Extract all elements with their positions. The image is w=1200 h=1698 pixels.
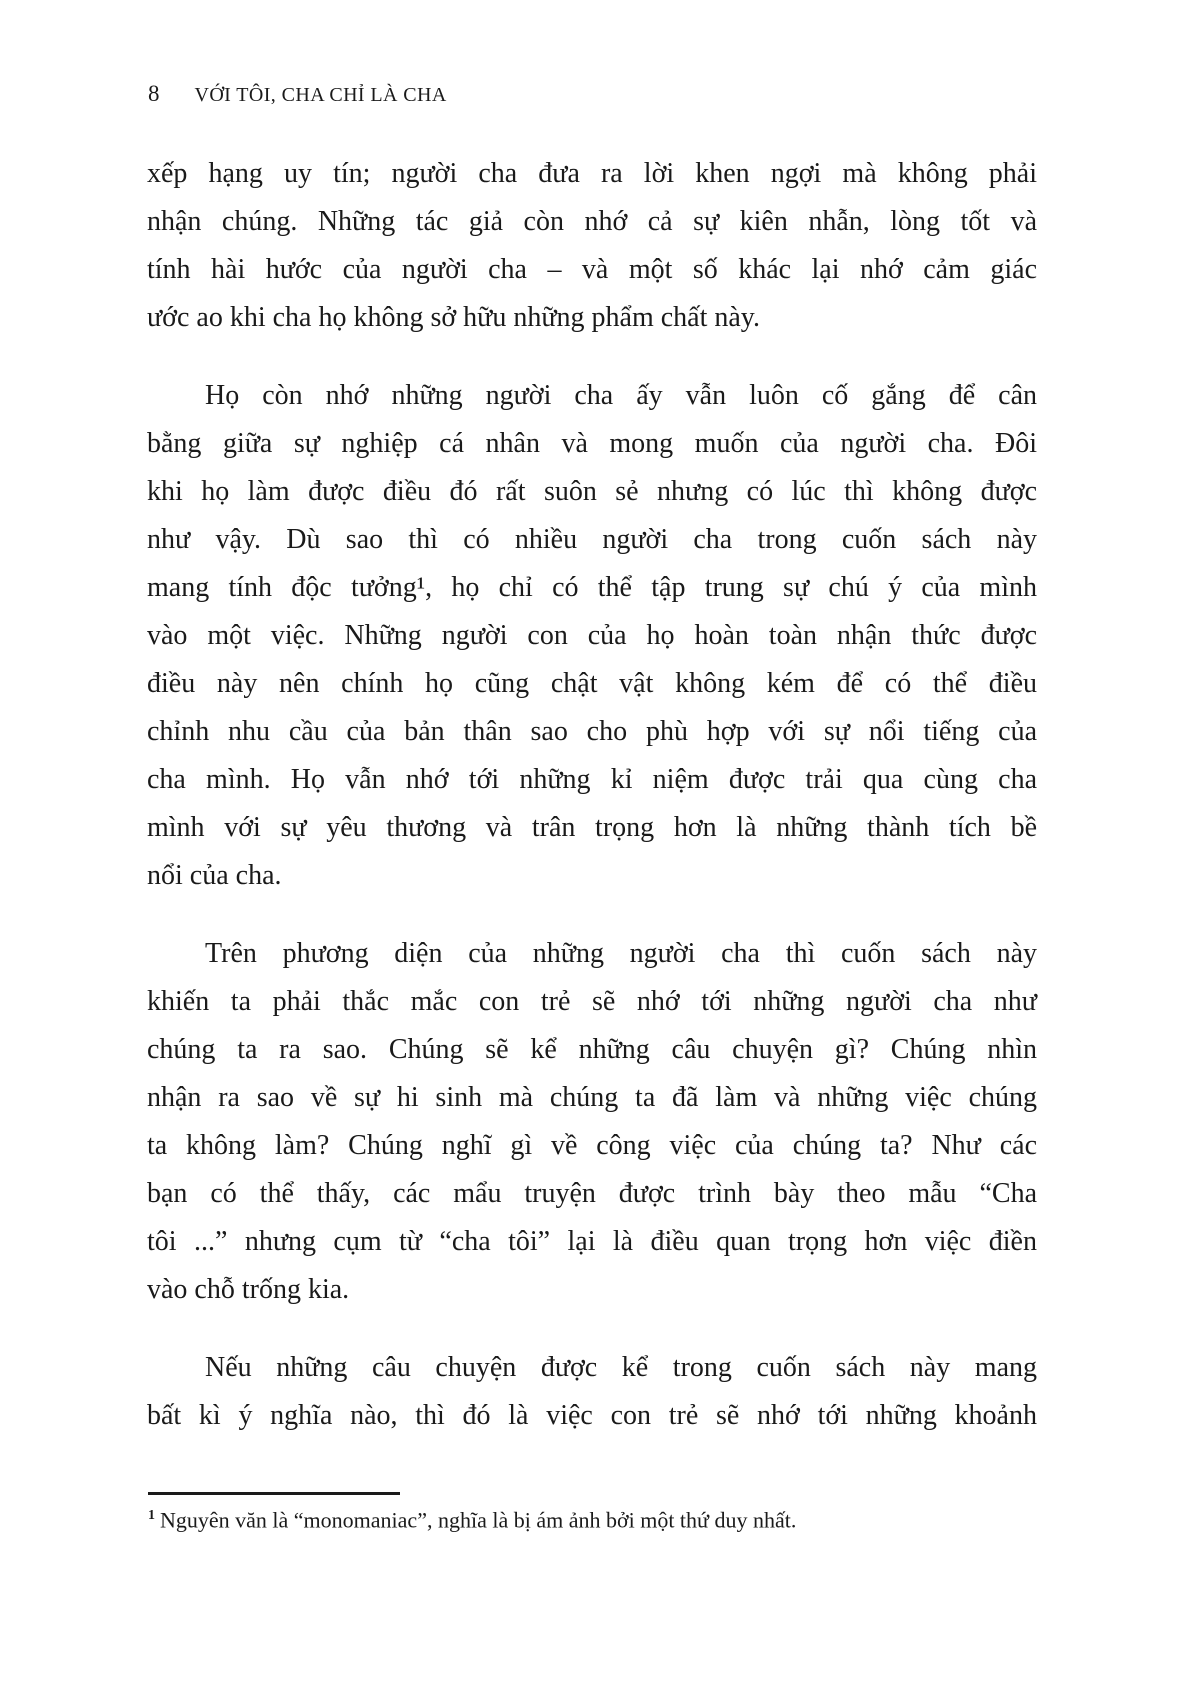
text-line: Trên phương diện của những người cha thì cuốn sách này bbox=[205, 938, 1037, 969]
paragraph bbox=[147, 930, 1037, 1314]
footnote-marker: 1 bbox=[148, 1508, 155, 1523]
text-line: Họ còn nhớ những người cha ấy vẫn luôn cố gắng để cân bbox=[205, 380, 1037, 411]
page-number: 8 bbox=[148, 81, 160, 106]
text-line: cha mình. Họ vẫn nhớ tới những kỉ niệm được trải qua cùng cha bbox=[147, 764, 1037, 795]
text-line: vào một việc. Những người con của họ hoàn toàn nhận thức được bbox=[147, 620, 1037, 651]
text-line: khi họ làm được điều đó rất suôn sẻ nhưng có lúc thì không được bbox=[147, 476, 1037, 507]
paragraph bbox=[147, 372, 1037, 900]
text-line: chỉnh nhu cầu của bản thân sao cho phù hợp với sự nổi tiếng của bbox=[147, 716, 1037, 747]
running-title: VỚI TÔI, CHA CHỈ LÀ CHA bbox=[194, 84, 447, 106]
text-line: ước ao khi cha họ không sở hữu những phẩm chất này. bbox=[147, 302, 760, 333]
page-header bbox=[148, 80, 447, 109]
text-line: khiến ta phải thắc mắc con trẻ sẽ nhớ tới những người cha như bbox=[147, 986, 1037, 1017]
footnote-body: Nguyên văn là “monomaniac”, nghĩa là bị ám ảnh bởi một thứ duy nhất. bbox=[160, 1507, 797, 1533]
text-line: tôi ...” nhưng cụm từ “cha tôi” lại là điều quan trọng hơn việc điền bbox=[147, 1226, 1037, 1257]
text-line: ta không làm? Chúng nghĩ gì về công việc của chúng ta? Như các bbox=[147, 1130, 1037, 1161]
paragraph bbox=[147, 150, 1037, 342]
footnote-rule bbox=[148, 1492, 400, 1495]
text-line: mình với sự yêu thương và trân trọng hơn là những thành tích bề bbox=[147, 812, 1037, 843]
text-line: tính hài hước của người cha – và một số khác lại nhớ cảm giác bbox=[147, 254, 1037, 285]
text-line: nhận chúng. Những tác giả còn nhớ cả sự kiên nhẫn, lòng tốt và bbox=[147, 206, 1037, 237]
text-line: mang tính độc tưởng¹, họ chỉ có thể tập trung sự chú ý của mình bbox=[147, 572, 1037, 603]
text-line: như vậy. Dù sao thì có nhiều người cha trong cuốn sách này bbox=[147, 524, 1037, 555]
text-line: bằng giữa sự nghiệp cá nhân và mong muốn của người cha. Đôi bbox=[147, 428, 1037, 459]
text-line: vào chỗ trống kia. bbox=[147, 1274, 350, 1305]
text-line: nổi của cha. bbox=[147, 860, 282, 891]
text-line: xếp hạng uy tín; người cha đưa ra lời khen ngợi mà không phải bbox=[147, 158, 1037, 189]
text-line: điều này nên chính họ cũng chật vật không kém để có thể điều bbox=[147, 668, 1037, 699]
body-text bbox=[147, 150, 1037, 1470]
paragraph bbox=[147, 1344, 1037, 1440]
text-line: bất kì ý nghĩa nào, thì đó là việc con trẻ sẽ nhớ tới những khoảnh bbox=[147, 1400, 1037, 1431]
footnote-text bbox=[148, 1501, 1038, 1535]
text-line: Nếu những câu chuyện được kể trong cuốn sách này mang bbox=[205, 1352, 1037, 1383]
text-line: bạn có thể thấy, các mẩu truyện được trình bày theo mẫu “Cha bbox=[147, 1178, 1037, 1209]
text-line: nhận ra sao về sự hi sinh mà chúng ta đã làm và những việc chúng bbox=[147, 1082, 1037, 1113]
text-line: chúng ta ra sao. Chúng sẽ kể những câu chuyện gì? Chúng nhìn bbox=[147, 1034, 1037, 1065]
footnote bbox=[148, 1492, 1038, 1535]
